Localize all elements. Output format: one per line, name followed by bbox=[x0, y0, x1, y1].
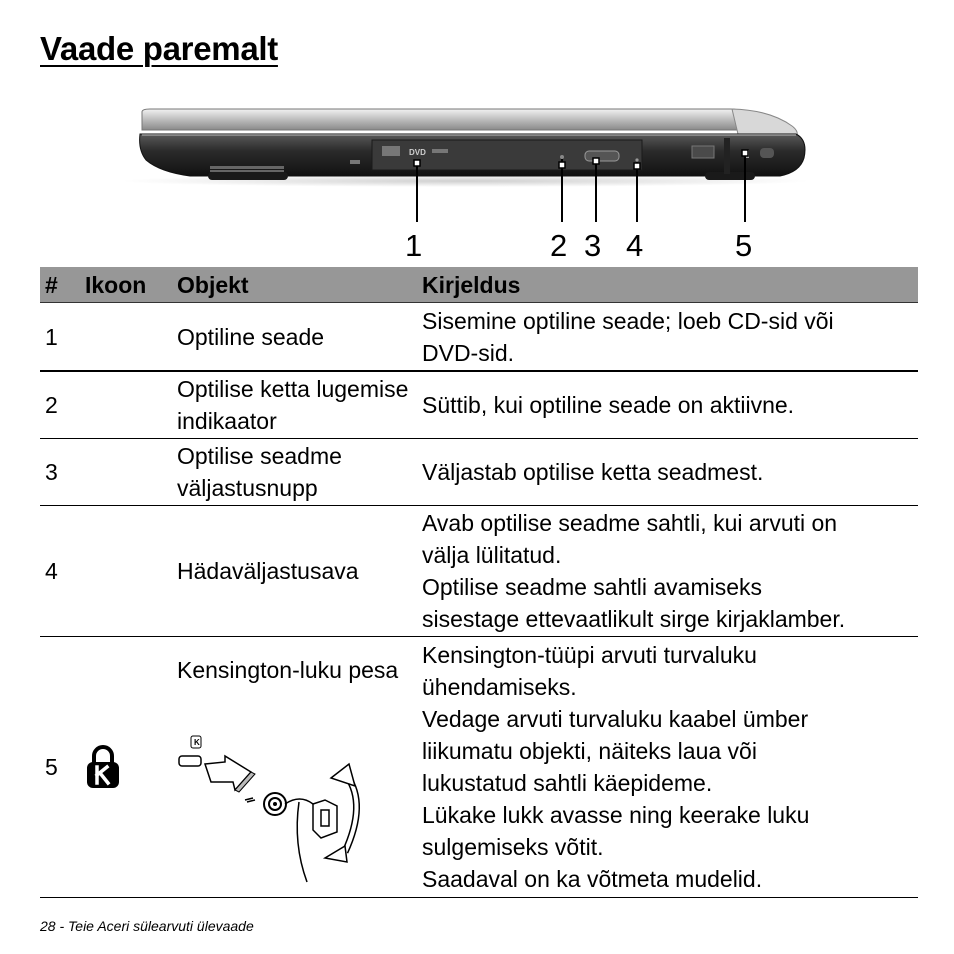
row-object-label: Kensington-luku pesa bbox=[177, 657, 399, 683]
description-line: Vedage arvuti turvaluku kaabel ümber bbox=[422, 706, 809, 732]
table-row bbox=[40, 439, 918, 506]
table-row bbox=[40, 506, 918, 637]
row-object: Optiline seade bbox=[172, 303, 417, 372]
header-object: Objekt bbox=[172, 267, 417, 303]
description-line: lukustatud sahtli käepideme. bbox=[422, 770, 713, 796]
row-icon bbox=[80, 303, 172, 372]
drive-indicator-light bbox=[560, 155, 564, 159]
table-header-row bbox=[40, 267, 918, 303]
callout-3: 3 bbox=[584, 228, 602, 263]
description-line: ühendamiseks. bbox=[422, 674, 577, 700]
description-line: Väljastab optilise ketta seadmest. bbox=[422, 459, 764, 485]
row-description bbox=[417, 506, 918, 637]
row-icon bbox=[80, 439, 172, 506]
description-line: Avab optilise seadme sahtli, kui arvuti on bbox=[422, 510, 838, 536]
description-line: Saadaval on ka võtmeta mudelid. bbox=[422, 866, 763, 892]
row-description bbox=[417, 371, 918, 439]
description-line: Optilise seadme sahtli avamiseks bbox=[422, 574, 763, 600]
description-line: Kensington-tüüpi arvuti turvaluku bbox=[422, 642, 757, 668]
callout-1: 1 bbox=[405, 228, 423, 263]
row-num: 5 bbox=[40, 637, 80, 898]
row-num: 2 bbox=[40, 371, 80, 439]
row-num: 4 bbox=[40, 506, 80, 637]
dvd-logo: DVD bbox=[409, 148, 426, 157]
row-icon bbox=[80, 637, 172, 898]
page-footer: 28 - Teie Aceri sülearvuti ülevaade bbox=[40, 918, 254, 934]
table-row bbox=[40, 371, 918, 439]
row-description bbox=[417, 303, 918, 372]
description-line: välja lülitatud. bbox=[422, 542, 562, 568]
description-line: liikumatu objekti, näiteks laua või bbox=[422, 738, 757, 764]
callout-5: 5 bbox=[735, 228, 753, 263]
kensington-lock-icon bbox=[85, 745, 121, 789]
description-line: Sisemine optiline seade; loeb CD-sid või bbox=[422, 307, 834, 334]
row-description bbox=[417, 637, 918, 898]
eject-button bbox=[585, 151, 619, 161]
header-description: Kirjeldus bbox=[417, 267, 918, 303]
kensington-lock-illustration bbox=[195, 734, 385, 884]
row-icon bbox=[80, 506, 172, 637]
row-object: Optilise seadme väljastusnupp bbox=[172, 439, 417, 506]
description-line: DVD-sid. bbox=[422, 339, 515, 366]
header-num: # bbox=[40, 267, 80, 303]
header-icon: Ikoon bbox=[80, 267, 172, 303]
callout-2: 2 bbox=[550, 228, 568, 263]
laptop-right-side-illustration bbox=[120, 100, 820, 225]
svg-text:K: K bbox=[194, 738, 200, 747]
table-row bbox=[40, 637, 918, 898]
callout-4: 4 bbox=[626, 228, 644, 263]
emergency-eject-hole bbox=[635, 158, 638, 161]
row-object: Hädaväljastusava bbox=[172, 506, 417, 637]
table-row bbox=[40, 303, 918, 372]
description-line: Süttib, kui optiline seade on aktiivne. bbox=[422, 392, 795, 418]
description-line: sisestage ettevaatlikult sirge kirjaklamber. bbox=[422, 606, 846, 632]
row-icon bbox=[80, 371, 172, 439]
page-title: Vaade paremalt bbox=[40, 30, 278, 67]
description-line: Lükake lukk avasse ning keerake luku bbox=[422, 802, 810, 828]
row-num: 3 bbox=[40, 439, 80, 506]
row-object bbox=[172, 637, 417, 898]
component-table bbox=[40, 267, 918, 898]
row-description bbox=[417, 439, 918, 506]
row-object: Optilise ketta lugemise indikaator bbox=[172, 371, 417, 439]
description-line: sulgemiseks võtit. bbox=[422, 834, 604, 860]
row-num: 1 bbox=[40, 303, 80, 372]
